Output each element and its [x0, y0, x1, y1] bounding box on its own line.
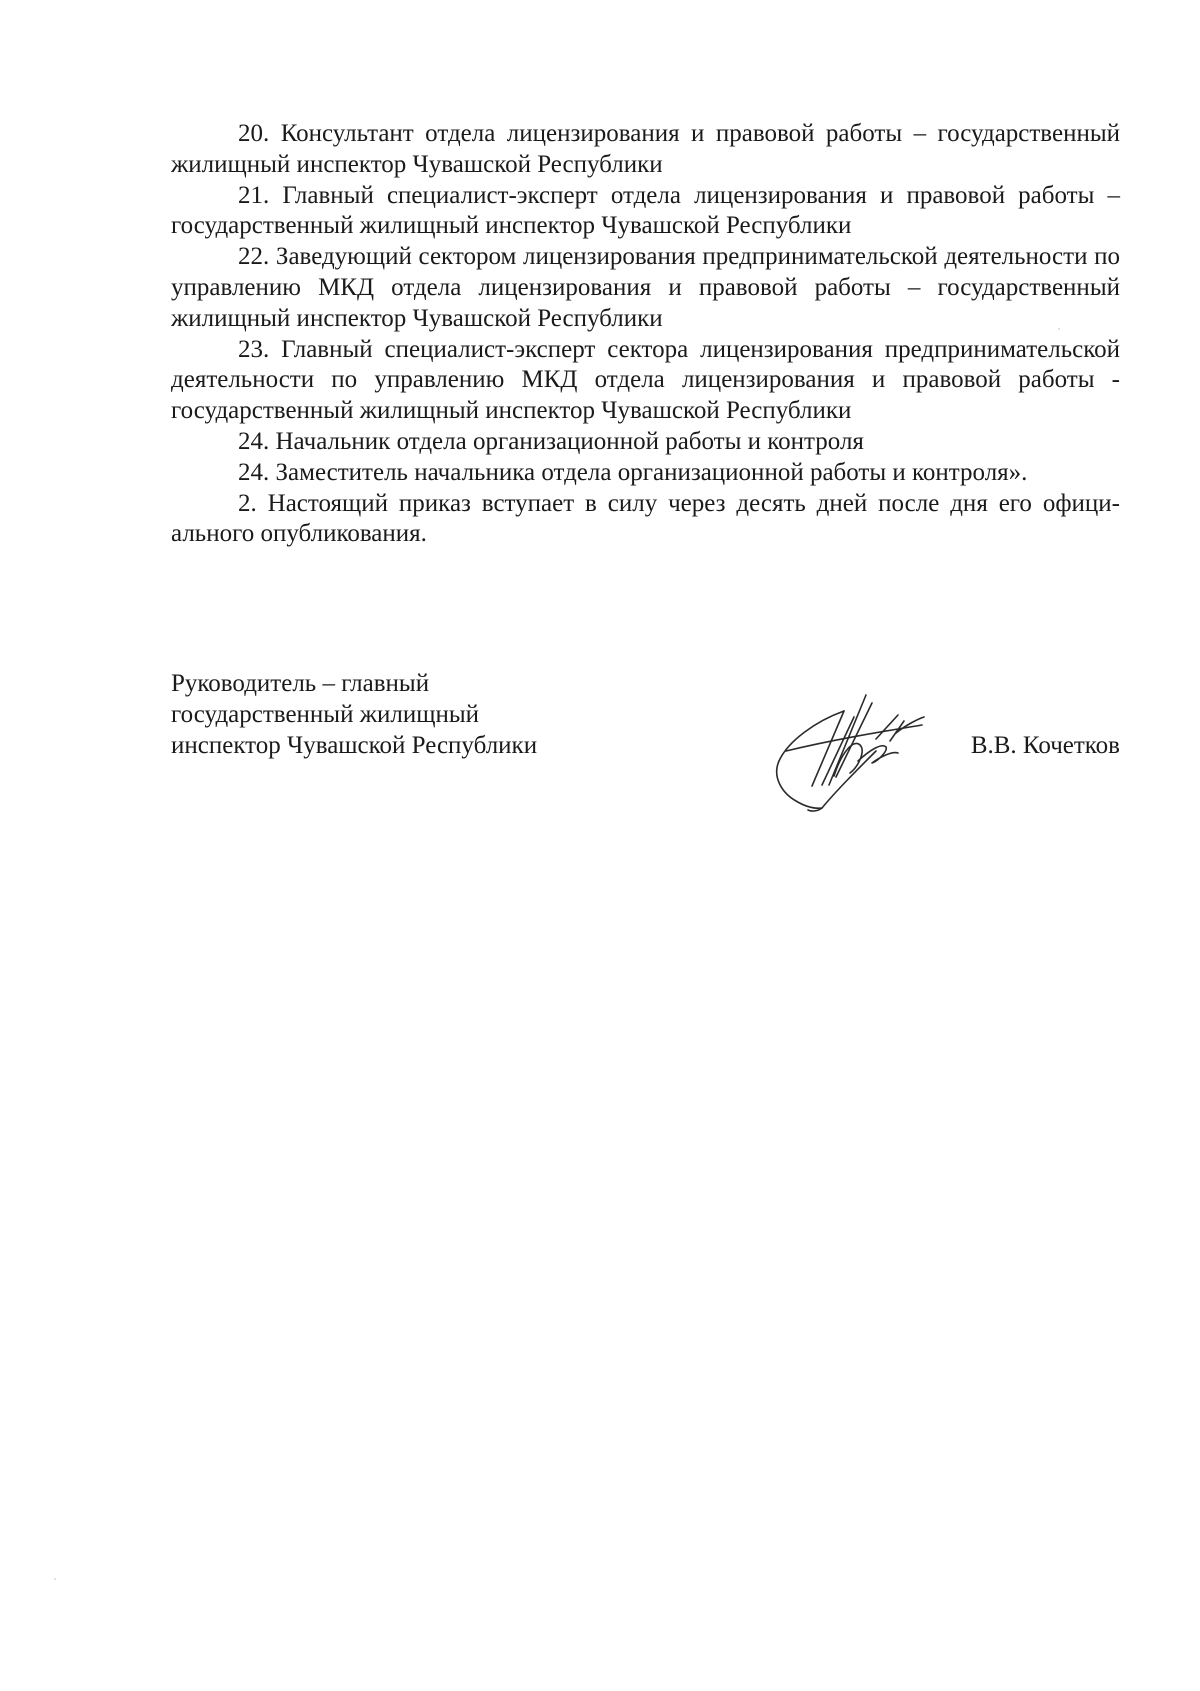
list-item-20-consultant: 20. Консультант отдела лицензирования и правовой работы – государственный жилищный инспектор Чувашской Республики — [171, 120, 1120, 178]
scan-speck — [1058, 328, 1060, 330]
document-body — [171, 119, 1120, 550]
signatory-position-line: Руководитель – главный — [171, 670, 430, 697]
list-item-24-department-head: 24. Начальник отдела организационной работы и контроля — [238, 427, 864, 455]
signature-block — [171, 669, 1120, 809]
list-item-24-deputy-head: 24. Заместитель начальника отдела организационной работы и контроля». — [238, 458, 1028, 486]
signatory-name: В.В. Кочетков — [970, 731, 1120, 759]
scan-speck — [54, 1578, 56, 1580]
list-item-22-sector-head: 22. Заведующий сектором лицензирования предпринимательской деятельности по управлению МКД отдела лицензирования и правовой работы – государственный жилищный инспектор Чувашской Республики — [171, 243, 1120, 332]
list-item-23-sector-specialist: 23. Главный специалист-эксперт сектора лицензирования предпринимательской деятельности по управлению МКД отдела лицензирования и правовой работы - государственный жилищный инспектор Чувашской Республики — [171, 335, 1120, 425]
signatory-position-line: инспектор Чувашской Республики — [171, 731, 538, 759]
signatory-position-line: государственный жилищный — [171, 700, 480, 728]
signatory-position — [171, 669, 591, 761]
list-item-21-chief-specialist: 21. Главный специалист-эксперт отдела лицензирования и правовой работы – государственный жилищный инспектор Чувашской Республики — [171, 181, 1120, 240]
clause-2-effective-date: 2. Настоящий приказ вступает в силу через десять дней после дня его официального опубликования. — [171, 489, 1120, 548]
